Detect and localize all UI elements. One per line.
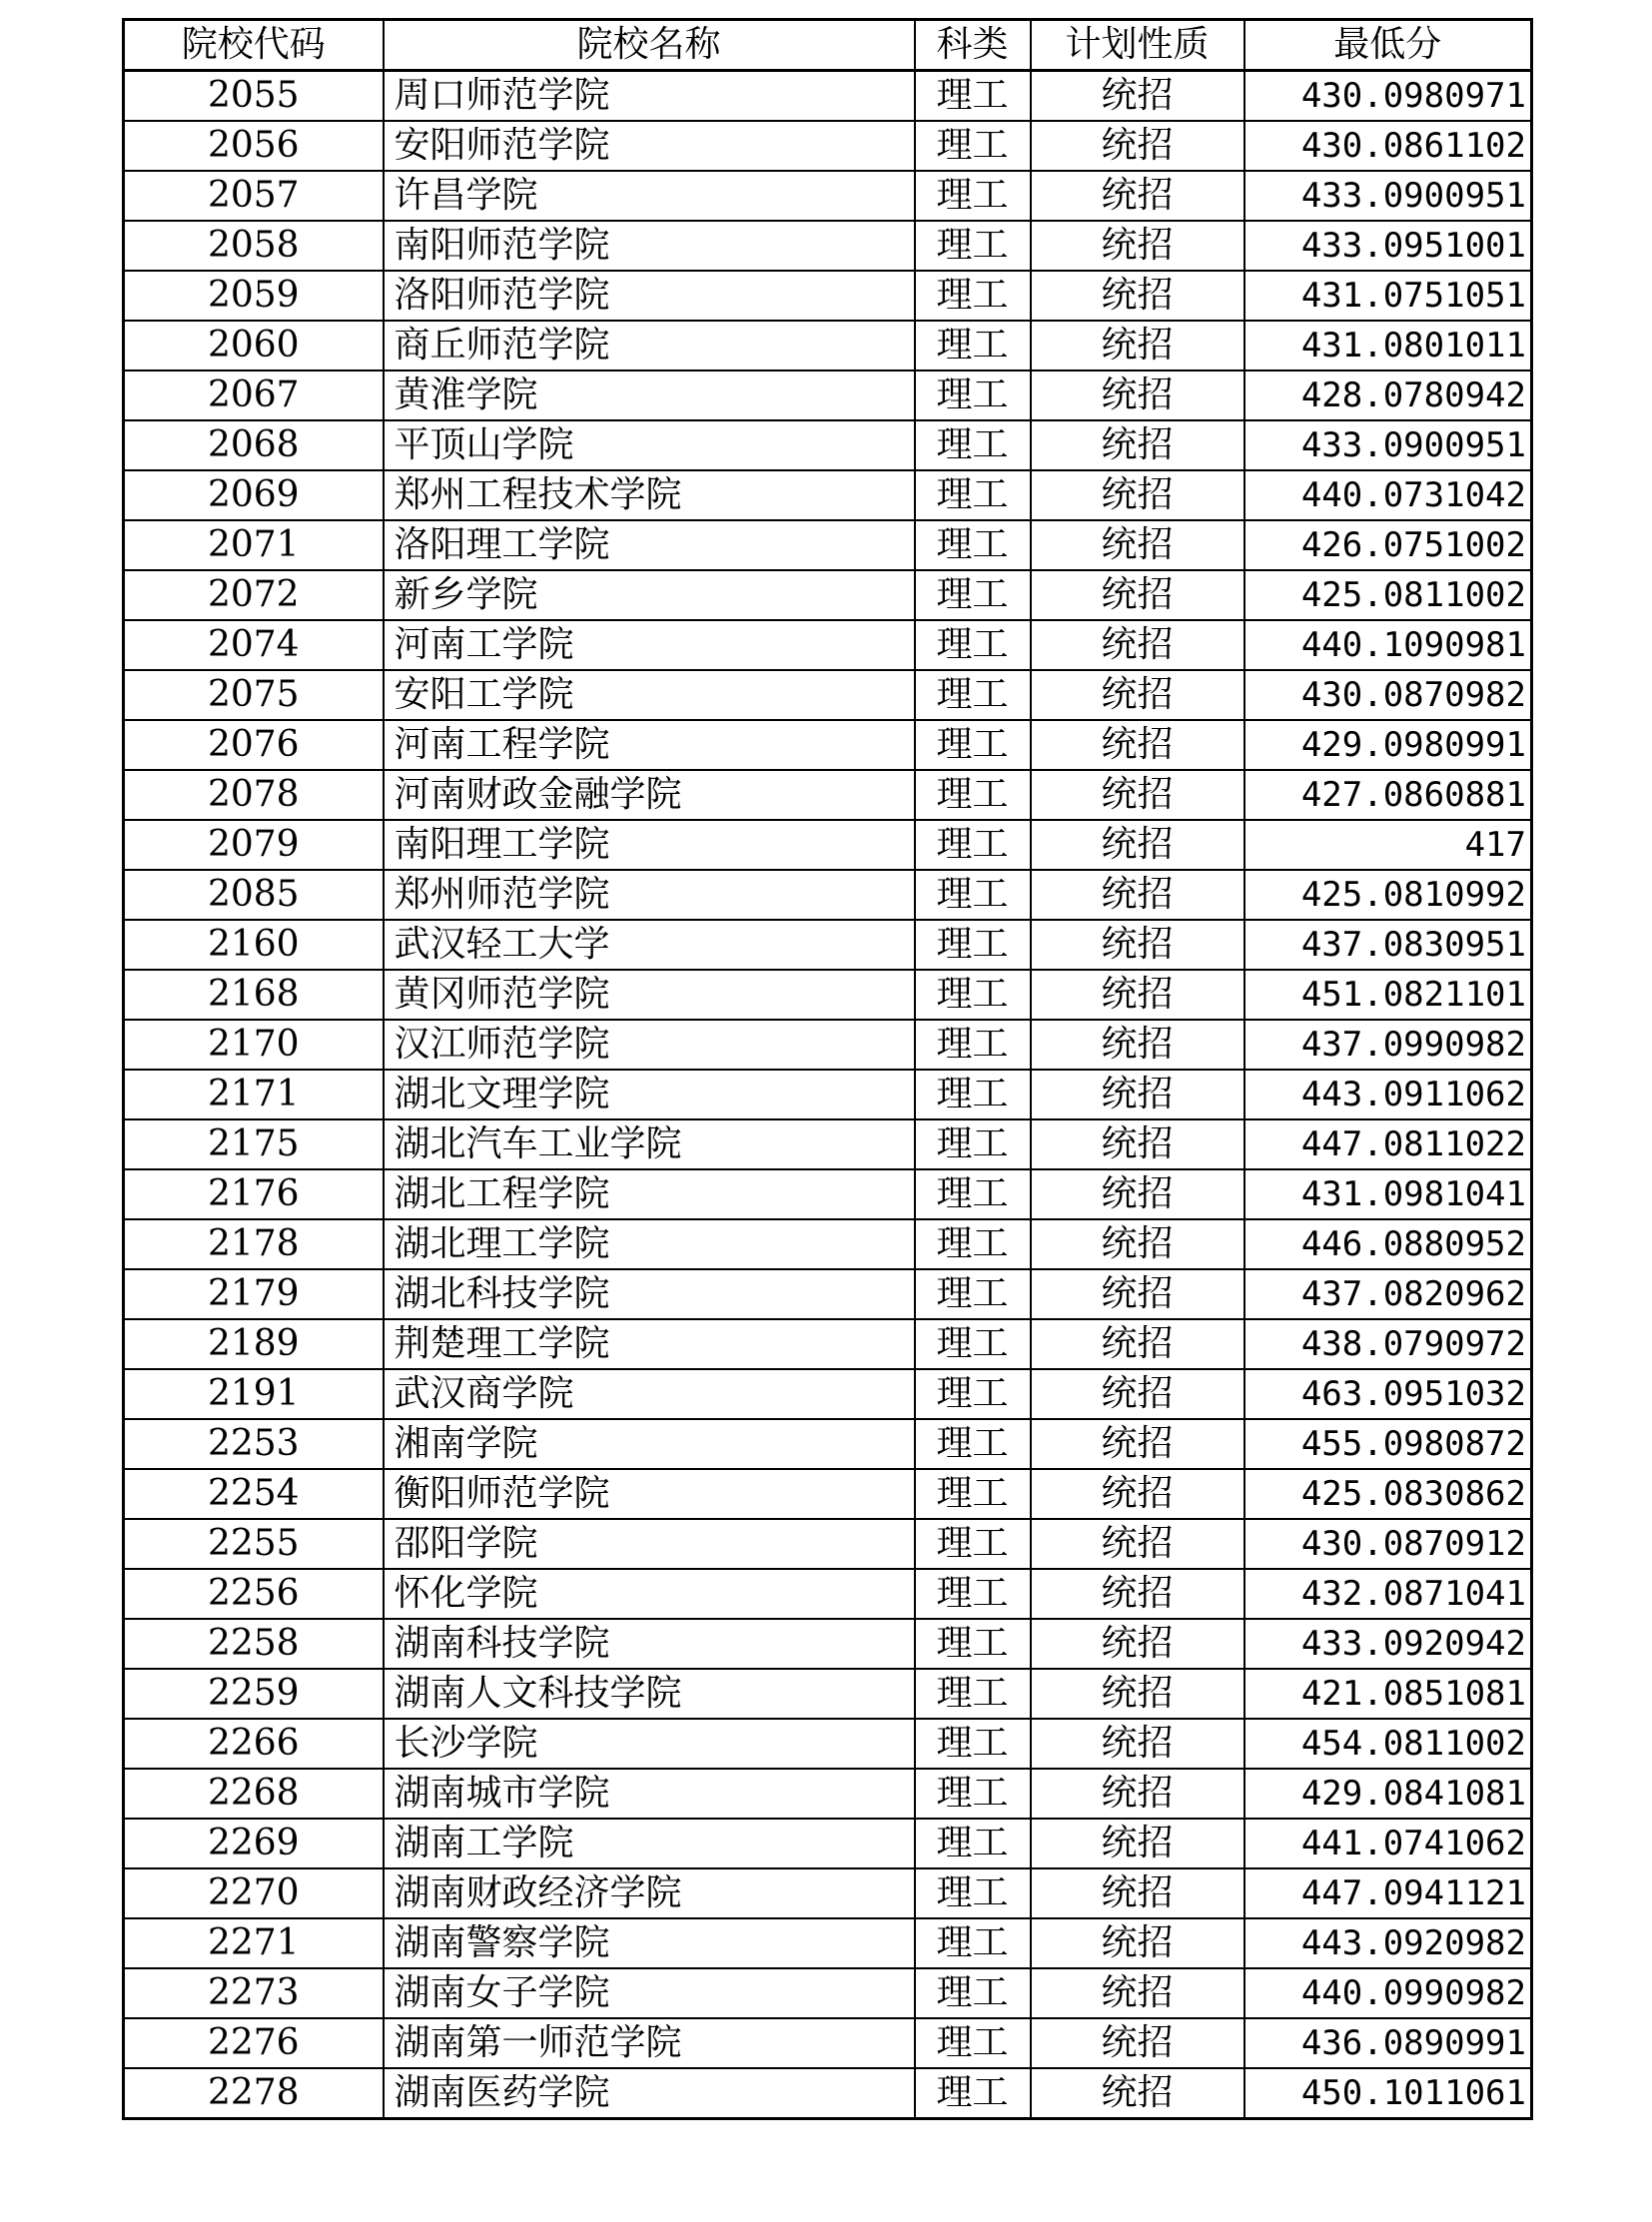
category-cell: 理工 (915, 271, 1031, 321)
min-score-cell: 437.0830951 (1244, 920, 1532, 970)
min-score-cell: 440.0990982 (1244, 1968, 1532, 2018)
school-code-cell: 2071 (124, 520, 384, 570)
school-code-cell: 2055 (124, 71, 384, 122)
plan-type-cell: 统招 (1031, 1918, 1244, 1968)
school-name-cell: 湖北汽车工业学院 (384, 1119, 915, 1169)
school-code-cell: 2056 (124, 121, 384, 171)
plan-type-cell: 统招 (1031, 171, 1244, 221)
school-name-cell: 武汉轻工大学 (384, 920, 915, 970)
school-name-cell: 周口师范学院 (384, 71, 915, 122)
plan-type-cell: 统招 (1031, 920, 1244, 970)
min-score-cell: 429.0841081 (1244, 1769, 1532, 1819)
min-score-cell: 437.0820962 (1244, 1269, 1532, 1319)
school-name-cell: 洛阳师范学院 (384, 271, 915, 321)
category-cell: 理工 (915, 820, 1031, 870)
plan-type-cell: 统招 (1031, 1269, 1244, 1319)
school-name-cell: 洛阳理工学院 (384, 520, 915, 570)
table-row (124, 221, 1532, 271)
plan-type-cell: 统招 (1031, 121, 1244, 171)
category-cell: 理工 (915, 1868, 1031, 1918)
plan-type-cell: 统招 (1031, 1569, 1244, 1619)
plan-type-cell: 统招 (1031, 1319, 1244, 1369)
plan-type-cell: 统招 (1031, 271, 1244, 321)
table-row (124, 1119, 1532, 1169)
min-score-cell: 431.0981041 (1244, 1169, 1532, 1219)
school-code-cell: 2076 (124, 720, 384, 770)
header-school-name: 院校名称 (384, 20, 915, 71)
min-score-cell: 431.0751051 (1244, 271, 1532, 321)
school-name-cell: 河南工程学院 (384, 720, 915, 770)
school-name-cell: 南阳理工学院 (384, 820, 915, 870)
table-row (124, 121, 1532, 171)
table-row (124, 1070, 1532, 1119)
min-score-cell: 430.0870912 (1244, 1519, 1532, 1569)
school-name-cell: 郑州师范学院 (384, 870, 915, 920)
school-code-cell: 2259 (124, 1669, 384, 1719)
table-row (124, 520, 1532, 570)
school-name-cell: 湖北科技学院 (384, 1269, 915, 1319)
school-name-cell: 河南财政金融学院 (384, 770, 915, 820)
min-score-cell: 417 (1244, 820, 1532, 870)
table-row (124, 920, 1532, 970)
table-row (124, 1419, 1532, 1469)
school-name-cell: 新乡学院 (384, 570, 915, 620)
plan-type-cell: 统招 (1031, 1868, 1244, 1918)
table-row (124, 1968, 1532, 2018)
school-code-cell: 2060 (124, 321, 384, 370)
school-code-cell: 2085 (124, 870, 384, 920)
min-score-cell: 421.0851081 (1244, 1669, 1532, 1719)
min-score-cell: 425.0810992 (1244, 870, 1532, 920)
min-score-cell: 425.0811002 (1244, 570, 1532, 620)
plan-type-cell: 统招 (1031, 970, 1244, 1020)
table-row (124, 1169, 1532, 1219)
table-row (124, 470, 1532, 520)
plan-type-cell: 统招 (1031, 720, 1244, 770)
school-code-cell: 2171 (124, 1070, 384, 1119)
category-cell: 理工 (915, 720, 1031, 770)
school-name-cell: 湖北工程学院 (384, 1169, 915, 1219)
school-code-cell: 2057 (124, 171, 384, 221)
school-code-cell: 2175 (124, 1119, 384, 1169)
min-score-cell: 437.0990982 (1244, 1020, 1532, 1070)
category-cell: 理工 (915, 71, 1031, 122)
header-min-score: 最低分 (1244, 20, 1532, 71)
category-cell: 理工 (915, 520, 1031, 570)
school-name-cell: 安阳工学院 (384, 670, 915, 720)
min-score-cell: 431.0801011 (1244, 321, 1532, 370)
plan-type-cell: 统招 (1031, 570, 1244, 620)
school-name-cell: 湖南科技学院 (384, 1619, 915, 1669)
category-cell: 理工 (915, 870, 1031, 920)
table-row (124, 1868, 1532, 1918)
school-name-cell: 湘南学院 (384, 1419, 915, 1469)
school-code-cell: 2258 (124, 1619, 384, 1669)
table-row (124, 321, 1532, 370)
school-name-cell: 怀化学院 (384, 1569, 915, 1619)
school-name-cell: 湖南工学院 (384, 1819, 915, 1868)
min-score-cell: 430.0870982 (1244, 670, 1532, 720)
table-row (124, 970, 1532, 1020)
min-score-cell: 426.0751002 (1244, 520, 1532, 570)
min-score-cell: 443.0911062 (1244, 1070, 1532, 1119)
school-code-cell: 2189 (124, 1319, 384, 1369)
plan-type-cell: 统招 (1031, 1719, 1244, 1769)
school-code-cell: 2253 (124, 1419, 384, 1469)
school-name-cell: 黄冈师范学院 (384, 970, 915, 1020)
category-cell: 理工 (915, 470, 1031, 520)
school-code-cell: 2075 (124, 670, 384, 720)
min-score-cell: 450.1011061 (1244, 2068, 1532, 2119)
category-cell: 理工 (915, 420, 1031, 470)
min-score-cell: 455.0980872 (1244, 1419, 1532, 1469)
category-cell: 理工 (915, 620, 1031, 670)
min-score-cell: 463.0951032 (1244, 1369, 1532, 1419)
min-score-cell: 425.0830862 (1244, 1469, 1532, 1519)
table-row (124, 1569, 1532, 1619)
school-code-cell: 2068 (124, 420, 384, 470)
school-name-cell: 衡阳师范学院 (384, 1469, 915, 1519)
school-name-cell: 荆楚理工学院 (384, 1319, 915, 1369)
table-row (124, 2068, 1532, 2119)
plan-type-cell: 统招 (1031, 2018, 1244, 2068)
category-cell: 理工 (915, 2068, 1031, 2119)
category-cell: 理工 (915, 121, 1031, 171)
school-code-cell: 2256 (124, 1569, 384, 1619)
category-cell: 理工 (915, 1269, 1031, 1319)
category-cell: 理工 (915, 1769, 1031, 1819)
table-row (124, 1020, 1532, 1070)
school-name-cell: 湖南第一师范学院 (384, 2018, 915, 2068)
school-name-cell: 安阳师范学院 (384, 121, 915, 171)
school-name-cell: 河南工学院 (384, 620, 915, 670)
category-cell: 理工 (915, 1569, 1031, 1619)
school-name-cell: 湖南警察学院 (384, 1918, 915, 1968)
table-row (124, 2018, 1532, 2068)
school-code-cell: 2268 (124, 1769, 384, 1819)
min-score-cell: 433.0900951 (1244, 420, 1532, 470)
table-row (124, 870, 1532, 920)
category-cell: 理工 (915, 670, 1031, 720)
school-code-cell: 2273 (124, 1968, 384, 2018)
school-code-cell: 2270 (124, 1868, 384, 1918)
min-score-cell: 427.0860881 (1244, 770, 1532, 820)
school-name-cell: 郑州工程技术学院 (384, 470, 915, 520)
category-cell: 理工 (915, 1819, 1031, 1868)
table-row (124, 1769, 1532, 1819)
plan-type-cell: 统招 (1031, 71, 1244, 122)
school-code-cell: 2179 (124, 1269, 384, 1319)
school-code-cell: 2072 (124, 570, 384, 620)
min-score-cell: 430.0861102 (1244, 121, 1532, 171)
plan-type-cell: 统招 (1031, 1469, 1244, 1519)
category-cell: 理工 (915, 970, 1031, 1020)
table-row (124, 1269, 1532, 1319)
table-row (124, 1319, 1532, 1369)
school-code-cell: 2067 (124, 370, 384, 420)
category-cell: 理工 (915, 171, 1031, 221)
school-code-cell: 2269 (124, 1819, 384, 1868)
table-row (124, 820, 1532, 870)
table-row (124, 420, 1532, 470)
category-cell: 理工 (915, 1719, 1031, 1769)
plan-type-cell: 统招 (1031, 770, 1244, 820)
min-score-cell: 430.0980971 (1244, 71, 1532, 122)
plan-type-cell: 统招 (1031, 1968, 1244, 2018)
min-score-cell: 441.0741062 (1244, 1819, 1532, 1868)
school-name-cell: 平顶山学院 (384, 420, 915, 470)
table-row (124, 1819, 1532, 1868)
category-cell: 理工 (915, 1070, 1031, 1119)
school-code-cell: 2078 (124, 770, 384, 820)
category-cell: 理工 (915, 1169, 1031, 1219)
table-row (124, 1619, 1532, 1669)
table-row (124, 1219, 1532, 1269)
table-row (124, 570, 1532, 620)
plan-type-cell: 统招 (1031, 1020, 1244, 1070)
category-cell: 理工 (915, 1519, 1031, 1569)
plan-type-cell: 统招 (1031, 2068, 1244, 2119)
plan-type-cell: 统招 (1031, 1219, 1244, 1269)
school-name-cell: 湖北理工学院 (384, 1219, 915, 1269)
min-score-cell: 438.0790972 (1244, 1319, 1532, 1369)
plan-type-cell: 统招 (1031, 1619, 1244, 1669)
school-name-cell: 武汉商学院 (384, 1369, 915, 1419)
plan-type-cell: 统招 (1031, 870, 1244, 920)
plan-type-cell: 统招 (1031, 420, 1244, 470)
table-row (124, 1918, 1532, 1968)
school-code-cell: 2074 (124, 620, 384, 670)
school-code-cell: 2059 (124, 271, 384, 321)
table-row (124, 71, 1532, 122)
table-row (124, 1369, 1532, 1419)
school-name-cell: 邵阳学院 (384, 1519, 915, 1569)
school-code-cell: 2191 (124, 1369, 384, 1419)
school-name-cell: 湖南城市学院 (384, 1769, 915, 1819)
min-score-cell: 432.0871041 (1244, 1569, 1532, 1619)
category-cell: 理工 (915, 1918, 1031, 1968)
plan-type-cell: 统招 (1031, 820, 1244, 870)
school-code-cell: 2170 (124, 1020, 384, 1070)
plan-type-cell: 统招 (1031, 1819, 1244, 1868)
school-code-cell: 2058 (124, 221, 384, 271)
school-code-cell: 2254 (124, 1469, 384, 1519)
school-name-cell: 汉江师范学院 (384, 1020, 915, 1070)
school-code-cell: 2178 (124, 1219, 384, 1269)
table-row (124, 171, 1532, 221)
category-cell: 理工 (915, 920, 1031, 970)
min-score-cell: 436.0890991 (1244, 2018, 1532, 2068)
school-name-cell: 南阳师范学院 (384, 221, 915, 271)
plan-type-cell: 统招 (1031, 670, 1244, 720)
category-cell: 理工 (915, 2018, 1031, 2068)
school-name-cell: 商丘师范学院 (384, 321, 915, 370)
plan-type-cell: 统招 (1031, 1669, 1244, 1719)
category-cell: 理工 (915, 370, 1031, 420)
school-code-cell: 2278 (124, 2068, 384, 2119)
table-row (124, 720, 1532, 770)
table-row (124, 670, 1532, 720)
min-score-cell: 446.0880952 (1244, 1219, 1532, 1269)
table-row (124, 271, 1532, 321)
category-cell: 理工 (915, 1669, 1031, 1719)
plan-type-cell: 统招 (1031, 1369, 1244, 1419)
plan-type-cell: 统招 (1031, 1769, 1244, 1819)
category-cell: 理工 (915, 1469, 1031, 1519)
table-row (124, 370, 1532, 420)
plan-type-cell: 统招 (1031, 1119, 1244, 1169)
min-score-cell: 451.0821101 (1244, 970, 1532, 1020)
category-cell: 理工 (915, 770, 1031, 820)
plan-type-cell: 统招 (1031, 1419, 1244, 1469)
header-category: 科类 (915, 20, 1031, 71)
school-code-cell: 2271 (124, 1918, 384, 1968)
plan-type-cell: 统招 (1031, 221, 1244, 271)
school-name-cell: 湖南医药学院 (384, 2068, 915, 2119)
table-row (124, 620, 1532, 670)
plan-type-cell: 统招 (1031, 620, 1244, 670)
category-cell: 理工 (915, 221, 1031, 271)
category-cell: 理工 (915, 1419, 1031, 1469)
table-header (124, 20, 1532, 71)
category-cell: 理工 (915, 1619, 1031, 1669)
plan-type-cell: 统招 (1031, 1070, 1244, 1119)
min-score-cell: 440.0731042 (1244, 470, 1532, 520)
category-cell: 理工 (915, 1369, 1031, 1419)
plan-type-cell: 统招 (1031, 470, 1244, 520)
min-score-cell: 440.1090981 (1244, 620, 1532, 670)
school-code-cell: 2255 (124, 1519, 384, 1569)
school-name-cell: 长沙学院 (384, 1719, 915, 1769)
min-score-cell: 433.0951001 (1244, 221, 1532, 271)
table-row (124, 1669, 1532, 1719)
header-school-code: 院校代码 (124, 20, 384, 71)
category-cell: 理工 (915, 1968, 1031, 2018)
school-code-cell: 2176 (124, 1169, 384, 1219)
school-name-cell: 湖南人文科技学院 (384, 1669, 915, 1719)
table-row (124, 770, 1532, 820)
school-code-cell: 2079 (124, 820, 384, 870)
category-cell: 理工 (915, 570, 1031, 620)
min-score-cell: 433.0920942 (1244, 1619, 1532, 1669)
school-code-cell: 2160 (124, 920, 384, 970)
school-name-cell: 许昌学院 (384, 171, 915, 221)
min-score-cell: 428.0780942 (1244, 370, 1532, 420)
school-name-cell: 黄淮学院 (384, 370, 915, 420)
table-row (124, 1519, 1532, 1569)
plan-type-cell: 统招 (1031, 321, 1244, 370)
min-score-cell: 454.0811002 (1244, 1719, 1532, 1769)
school-name-cell: 湖北文理学院 (384, 1070, 915, 1119)
school-code-cell: 2069 (124, 470, 384, 520)
admission-score-table (122, 18, 1533, 2120)
min-score-cell: 447.0941121 (1244, 1868, 1532, 1918)
category-cell: 理工 (915, 1020, 1031, 1070)
school-code-cell: 2266 (124, 1719, 384, 1769)
table-row (124, 1719, 1532, 1769)
table-row (124, 1469, 1532, 1519)
category-cell: 理工 (915, 1319, 1031, 1369)
table-body (124, 71, 1532, 2119)
school-code-cell: 2168 (124, 970, 384, 1020)
min-score-cell: 447.0811022 (1244, 1119, 1532, 1169)
category-cell: 理工 (915, 321, 1031, 370)
header-plan-type: 计划性质 (1031, 20, 1244, 71)
school-name-cell: 湖南财政经济学院 (384, 1868, 915, 1918)
category-cell: 理工 (915, 1219, 1031, 1269)
plan-type-cell: 统招 (1031, 370, 1244, 420)
plan-type-cell: 统招 (1031, 1169, 1244, 1219)
min-score-cell: 429.0980991 (1244, 720, 1532, 770)
school-code-cell: 2276 (124, 2018, 384, 2068)
school-name-cell: 湖南女子学院 (384, 1968, 915, 2018)
header-row (124, 20, 1532, 71)
min-score-cell: 443.0920982 (1244, 1918, 1532, 1968)
plan-type-cell: 统招 (1031, 520, 1244, 570)
category-cell: 理工 (915, 1119, 1031, 1169)
min-score-cell: 433.0900951 (1244, 171, 1532, 221)
plan-type-cell: 统招 (1031, 1519, 1244, 1569)
